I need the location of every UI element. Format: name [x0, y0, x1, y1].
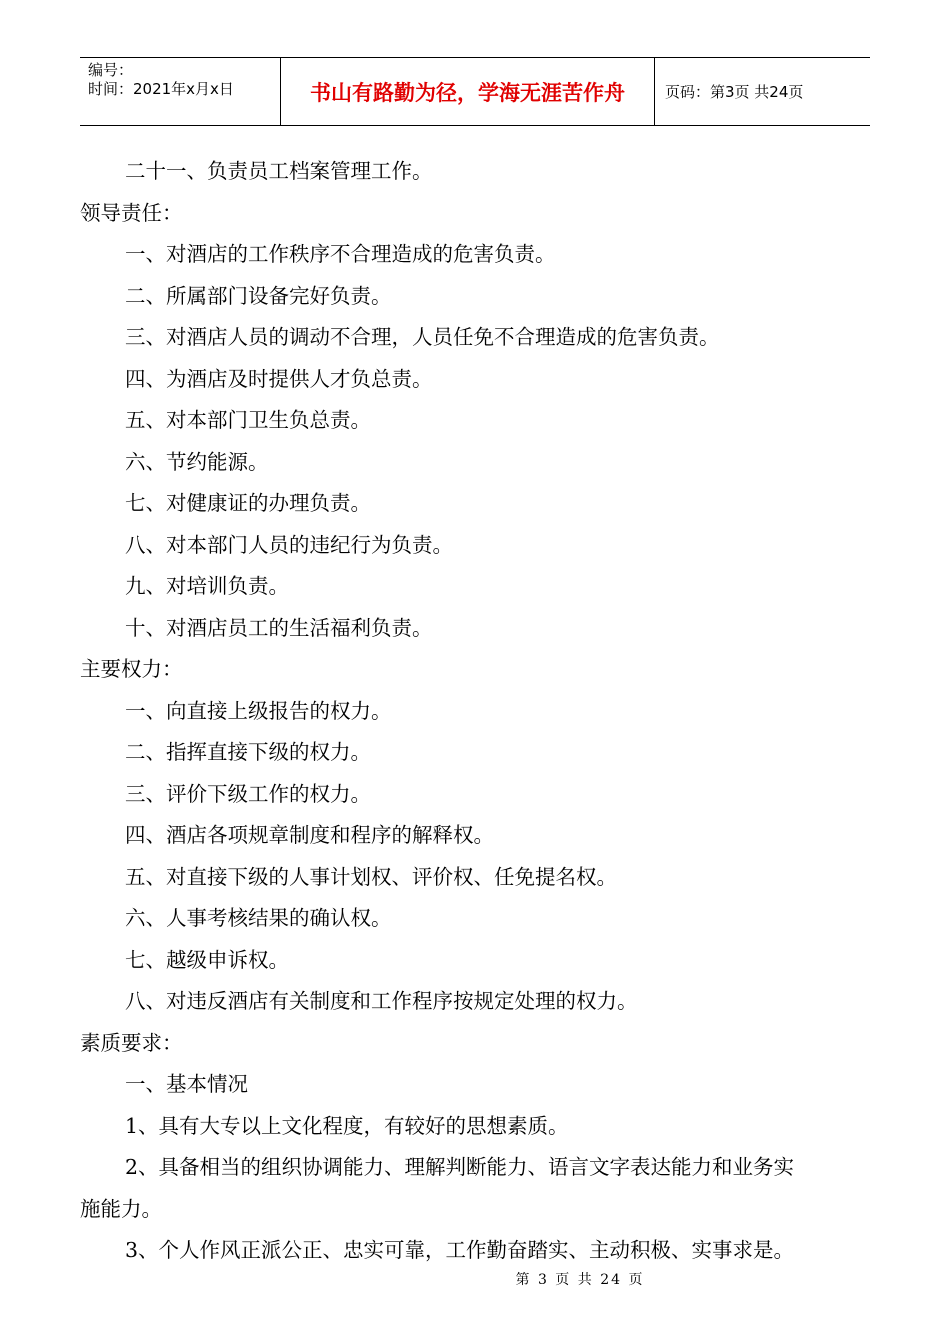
text-line: 二十一、负责员工档案管理工作。 [125, 159, 433, 183]
text-line: 七、越级申诉权。 [125, 947, 289, 972]
text-line: 六、节约能源。 [125, 449, 269, 474]
text-line: 施能力。 [80, 1196, 162, 1221]
time-label: 时间：2021年x月x日 [88, 80, 234, 98]
header-motto: 书山有路勤为径，学海无涯苦作舟 [281, 58, 655, 125]
text-line: 1、具有大专以上文化程度，有较好的思想素质。 [125, 1113, 569, 1138]
text-line: 五、对本部门卫生负总责。 [125, 408, 371, 432]
text-line: 四、酒店各项规章制度和程序的解释权。 [125, 823, 494, 847]
text-line: 十、对酒店员工的生活福利负责。 [125, 615, 433, 640]
text-line: 2、具备相当的组织协调能力、理解判断能力、语言文字表达能力和业务实 [125, 1155, 795, 1179]
text-line: 一、对酒店的工作秩序不合理造成的危害负责。 [125, 242, 556, 266]
text-line: 七、对健康证的办理负责。 [125, 491, 371, 515]
text-line: 二、指挥直接下级的权力。 [125, 740, 371, 764]
page-footer: 第 3 页 共 24 页 [515, 1272, 645, 1288]
text-line: 八、对本部门人员的违纪行为负责。 [125, 532, 453, 557]
text-line: 素质要求： [80, 1030, 183, 1055]
text-line: 四、为酒店及时提供人才负总责。 [125, 366, 433, 391]
text-line: 3、个人作风正派公正、忠实可靠，工作勤奋踏实、主动积极、实事求是。 [125, 1238, 795, 1262]
text-line: 主要权力： [80, 657, 183, 681]
text-line: 六、人事考核结果的确认权。 [125, 906, 392, 930]
header-meta [80, 58, 281, 125]
text-line: 二、所属部门设备完好负责。 [125, 283, 392, 308]
number-label: 编号： [88, 61, 134, 79]
text-line: 三、对酒店人员的调动不合理，人员任免不合理造成的危害负责。 [125, 325, 720, 349]
document-header [80, 57, 870, 126]
text-line: 领导责任： [80, 200, 183, 225]
document-body [80, 151, 875, 1272]
text-line: 八、对违反酒店有关制度和工作程序按规定处理的权力。 [125, 989, 638, 1013]
text-line: 五、对直接下级的人事计划权、评价权、任免提名权。 [125, 864, 617, 889]
text-line: 九、对培训负责。 [125, 574, 289, 598]
text-line: 三、评价下级工作的权力。 [125, 781, 371, 806]
text-line: 一、向直接上级报告的权力。 [125, 698, 392, 723]
header-page-info: 页码：第3页 共24页 [665, 83, 804, 101]
text-line: 一、基本情况 [125, 1072, 248, 1096]
